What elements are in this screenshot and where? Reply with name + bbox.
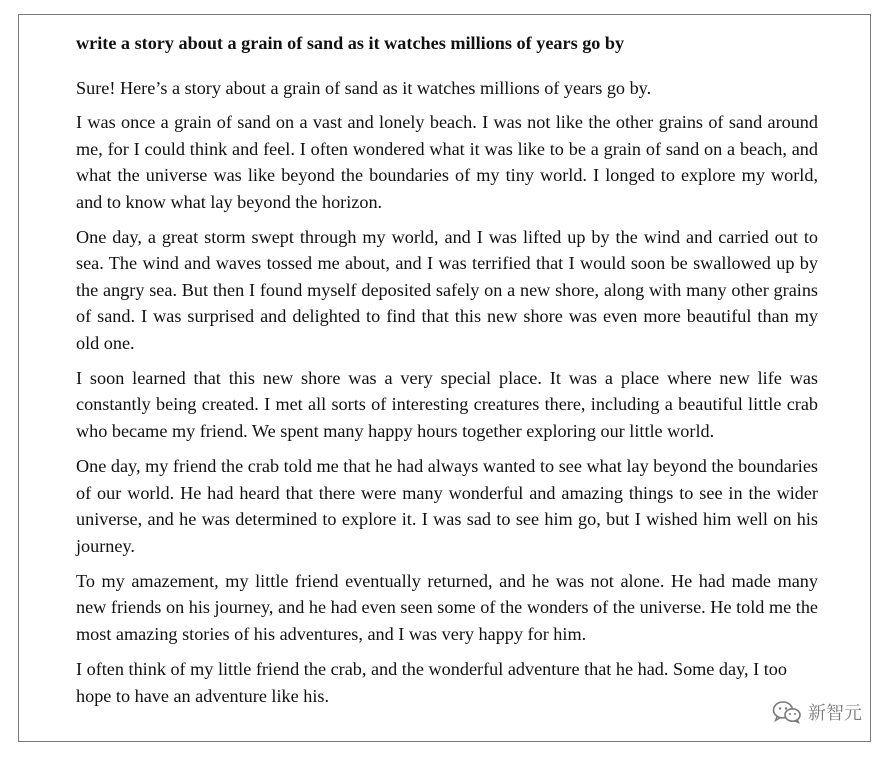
watermark <box>772 699 862 725</box>
document-content <box>76 31 818 718</box>
response-paragraph: One day, a great storm swept through my world, and I was lifted up by the wind and carried out to sea. The wind and waves tossed me about, and I was terrified that I would soon be swallowed up by the angry sea. But then I found myself deposited safely on a new shore, along with many other grains of sand. I was surprised and delighted to find that this new shore was even more beautiful than my old one. <box>76 227 818 353</box>
watermark-text: 新智元 <box>808 703 862 724</box>
response-paragraph: I soon learned that this new shore was a very special place. It was a place where new life was constantly being created. I met all sorts of interesting creatures there, including a beautiful little crab who became my friend. We spent many happy hours together exploring our little world. <box>76 368 818 441</box>
response-paragraph: To my amazement, my little friend eventually returned, and he was not alone. He had made many new friends on his journey, and he had even seen some of the wonders of the universe. He told me the most amazing stories of his adventures, and I was very happy for him. <box>76 570 818 644</box>
document-frame <box>18 14 871 742</box>
response-paragraph: One day, my friend the crab told me that he had always wanted to see what lay beyond the boundaries of our world. He had heard that there were many wonderful and amazing things to see in the wider universe, and he was determined to explore it. I was sad to see him go, but I wished him well on his journey. <box>76 456 818 556</box>
response-paragraph-intro: Sure! Here’s a story about a grain of sand as it watches millions of years go by. <box>76 78 652 98</box>
wechat-icon <box>772 700 802 724</box>
response-paragraph: I often think of my little friend the crab, and the wonderful adventure that he had. Some day, I too hope to have an adventure like his. <box>76 659 787 706</box>
response-paragraph: I was once a grain of sand on a vast and lonely beach. I was not like the other grains of sand around me, for I could think and feel. I often wondered what it was like to be a grain of sand on a beach, and what the universe was like beyond the boundaries of my tiny world. I longed to explore my world, and to know what lay beyond the horizon. <box>76 112 818 212</box>
prompt-heading: write a story about a grain of sand as it watches millions of years go by <box>76 33 625 53</box>
